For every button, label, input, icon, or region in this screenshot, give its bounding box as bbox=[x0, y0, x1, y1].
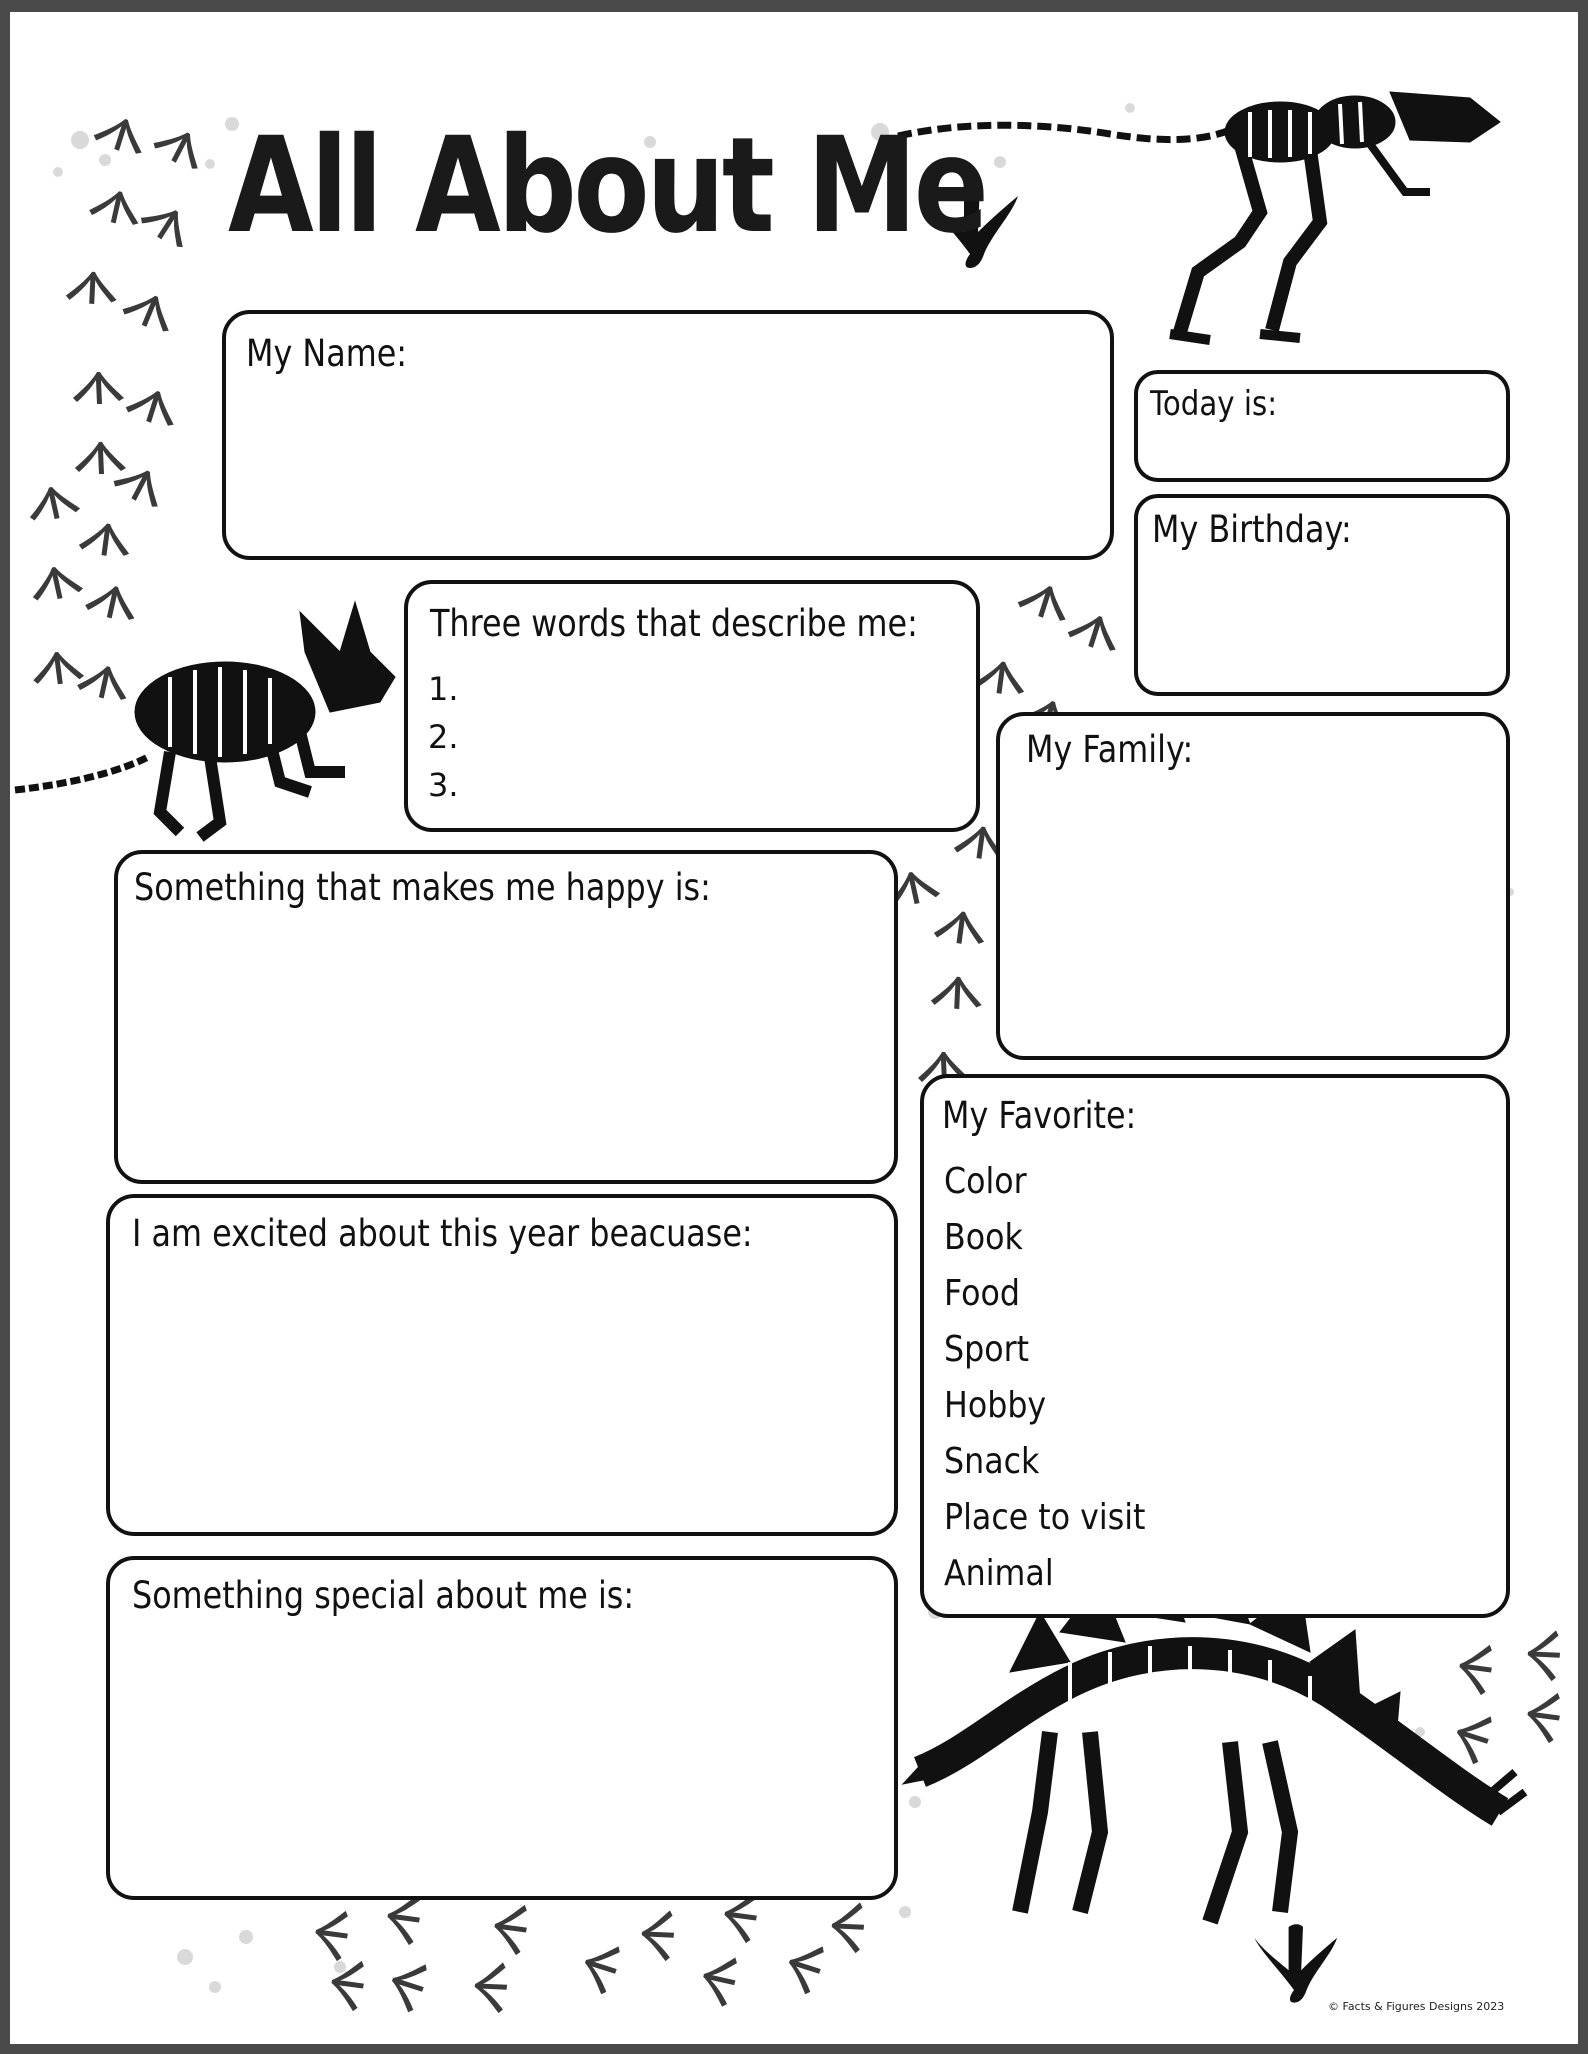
birthday-label: My Birthday: bbox=[1152, 508, 1352, 551]
favorite-item-color: Color bbox=[944, 1161, 1027, 1202]
three-words-box[interactable] bbox=[404, 580, 980, 832]
footprint-trail-bottom bbox=[311, 1888, 866, 2014]
triceratops-skeleton bbox=[15, 602, 395, 837]
birthday-box[interactable] bbox=[1134, 494, 1510, 696]
favorite-item-snack: Snack bbox=[944, 1441, 1040, 1482]
three-words-label: Three words that describe me: bbox=[430, 602, 918, 645]
name-label: My Name: bbox=[246, 332, 408, 375]
favorite-item-animal: Animal bbox=[944, 1553, 1054, 1594]
special-box[interactable] bbox=[106, 1556, 898, 1900]
happy-box[interactable] bbox=[114, 850, 898, 1184]
footprint-trail-left bbox=[25, 111, 210, 704]
three-words-item-1: 1. bbox=[428, 670, 459, 708]
family-label: My Family: bbox=[1026, 728, 1194, 771]
favorite-item-book: Book bbox=[944, 1217, 1023, 1258]
t-rex-skeleton bbox=[898, 92, 1500, 340]
copyright-text: © Facts & Figures Designs 2023 bbox=[1328, 2000, 1505, 2013]
favorite-item-place: Place to visit bbox=[944, 1497, 1146, 1538]
today-label: Today is: bbox=[1150, 384, 1278, 424]
page-title: All About Me bbox=[228, 109, 986, 263]
excited-box[interactable] bbox=[106, 1194, 898, 1536]
name-box[interactable] bbox=[222, 310, 1114, 560]
favorite-item-food: Food bbox=[944, 1273, 1020, 1314]
happy-label: Something that makes me happy is: bbox=[134, 866, 711, 909]
worksheet-page bbox=[10, 12, 1578, 2044]
footprint-trail-right bbox=[1449, 1628, 1564, 1766]
three-words-item-2: 2. bbox=[428, 718, 459, 756]
big-footprint-icon-bottom bbox=[1254, 1924, 1337, 2002]
favorite-label: My Favorite: bbox=[942, 1094, 1137, 1137]
favorite-list bbox=[944, 1154, 1173, 1602]
family-box[interactable] bbox=[996, 712, 1510, 1060]
special-label: Something special about me is: bbox=[132, 1574, 635, 1617]
three-words-item-3: 3. bbox=[428, 766, 459, 804]
excited-label: I am excited about this year beacuase: bbox=[132, 1212, 753, 1255]
today-box[interactable] bbox=[1134, 370, 1510, 482]
favorite-item-hobby: Hobby bbox=[944, 1385, 1047, 1426]
favorite-box[interactable] bbox=[920, 1074, 1510, 1618]
favorite-item-sport: Sport bbox=[944, 1329, 1030, 1370]
